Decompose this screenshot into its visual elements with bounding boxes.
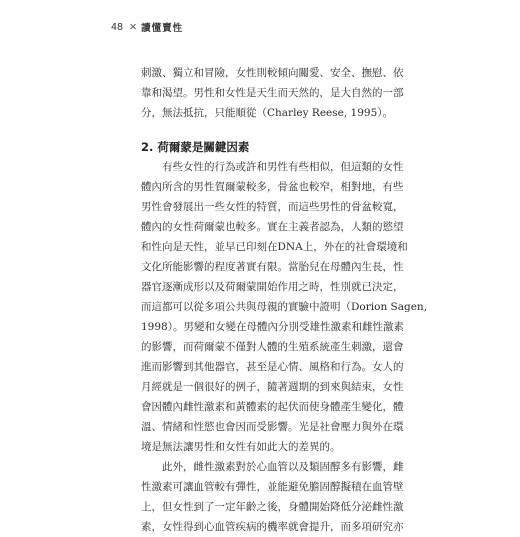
section-heading: 2. 荷爾蒙是關鍵因素 (141, 140, 250, 154)
text-line: 1998）。男變和女變在母體內分別受雄性激素和雌性激素 (141, 321, 404, 333)
text-line: 會因體內雌性激素和黃體素的起伏而使身體產生變化，體 (141, 401, 404, 413)
text-line: 文化所能影響的程度著實有限。當胎兒在母體內生長，性 (141, 261, 404, 273)
text-line: 進而影響到其他器官，甚至是心情、風格和行為。女人的 (141, 361, 404, 373)
text-line: 男性會發展出一些女性的特質，而這些男性的骨盆較寬， (141, 201, 404, 213)
text-line: 此外，雌性激素對於心血管以及類固醇多有影響，雌 (141, 461, 404, 473)
text-line: 上，但女性到了一定年齡之後，身體開始降低分泌雌性激 (141, 501, 404, 513)
text-line: 有些女性的行為或許和男性有些相似，但這類的女性 (141, 161, 404, 173)
text-line: 月經就是一個很好的例子，隨著週期的到來與結束，女性 (141, 381, 404, 393)
text-line: 境是無法讓男性和女性有如此大的差異的。 (141, 441, 341, 453)
text-line: 溫、情緒和性慾也會因而受影響。光是社會壓力與外在環 (141, 421, 404, 433)
text-line: 靠和渴望。男性和女性是天生而天然的，是大自然的一部 (141, 87, 404, 99)
text-line: 而這都可以從多項公共與母親的實驗中證明（Dorion Sagen, (141, 301, 428, 313)
text-line: 體內的女性荷爾蒙也較多。實在主義者認為，人類的慾望 (141, 221, 404, 233)
running-header (111, 20, 183, 34)
header-separator: ✕ (129, 21, 138, 33)
text-line: 器官逐漸成形以及荷爾蒙開始作用之時，性別就已決定， (141, 281, 404, 293)
section-paragraph-1 (141, 157, 428, 457)
intro-paragraph (141, 63, 403, 123)
page-number: 48 (111, 21, 124, 33)
page-body (141, 63, 428, 537)
text-line: 的影響，而荷爾蒙不僅對人體的生殖系統產生刺激，還會 (141, 341, 404, 353)
book-title: 讀懂賣性 (141, 23, 184, 34)
text-line: 性激素可讓血管較有彈性，並能避免膽固醇擬積在血管壁 (141, 481, 404, 493)
text-line: 素，女性得到心血管疾病的機率就會提升，而多項研究亦 (141, 521, 404, 533)
text-line: 刺激、獨立和冒險，女性則較傾向關愛、安全、撫慰、依 (141, 67, 404, 79)
text-line: 體內所含的男性賀爾蒙較多，骨盆也較窄，相對地，有些 (141, 181, 404, 193)
text-line: 分，無法抵抗，只能順從（Charley Reese, 1995）。 (141, 107, 393, 119)
section-paragraph-2 (141, 457, 403, 537)
text-line: 和性向是天性，並早已印刻在DNA上，外在的社會環境和 (141, 241, 408, 253)
